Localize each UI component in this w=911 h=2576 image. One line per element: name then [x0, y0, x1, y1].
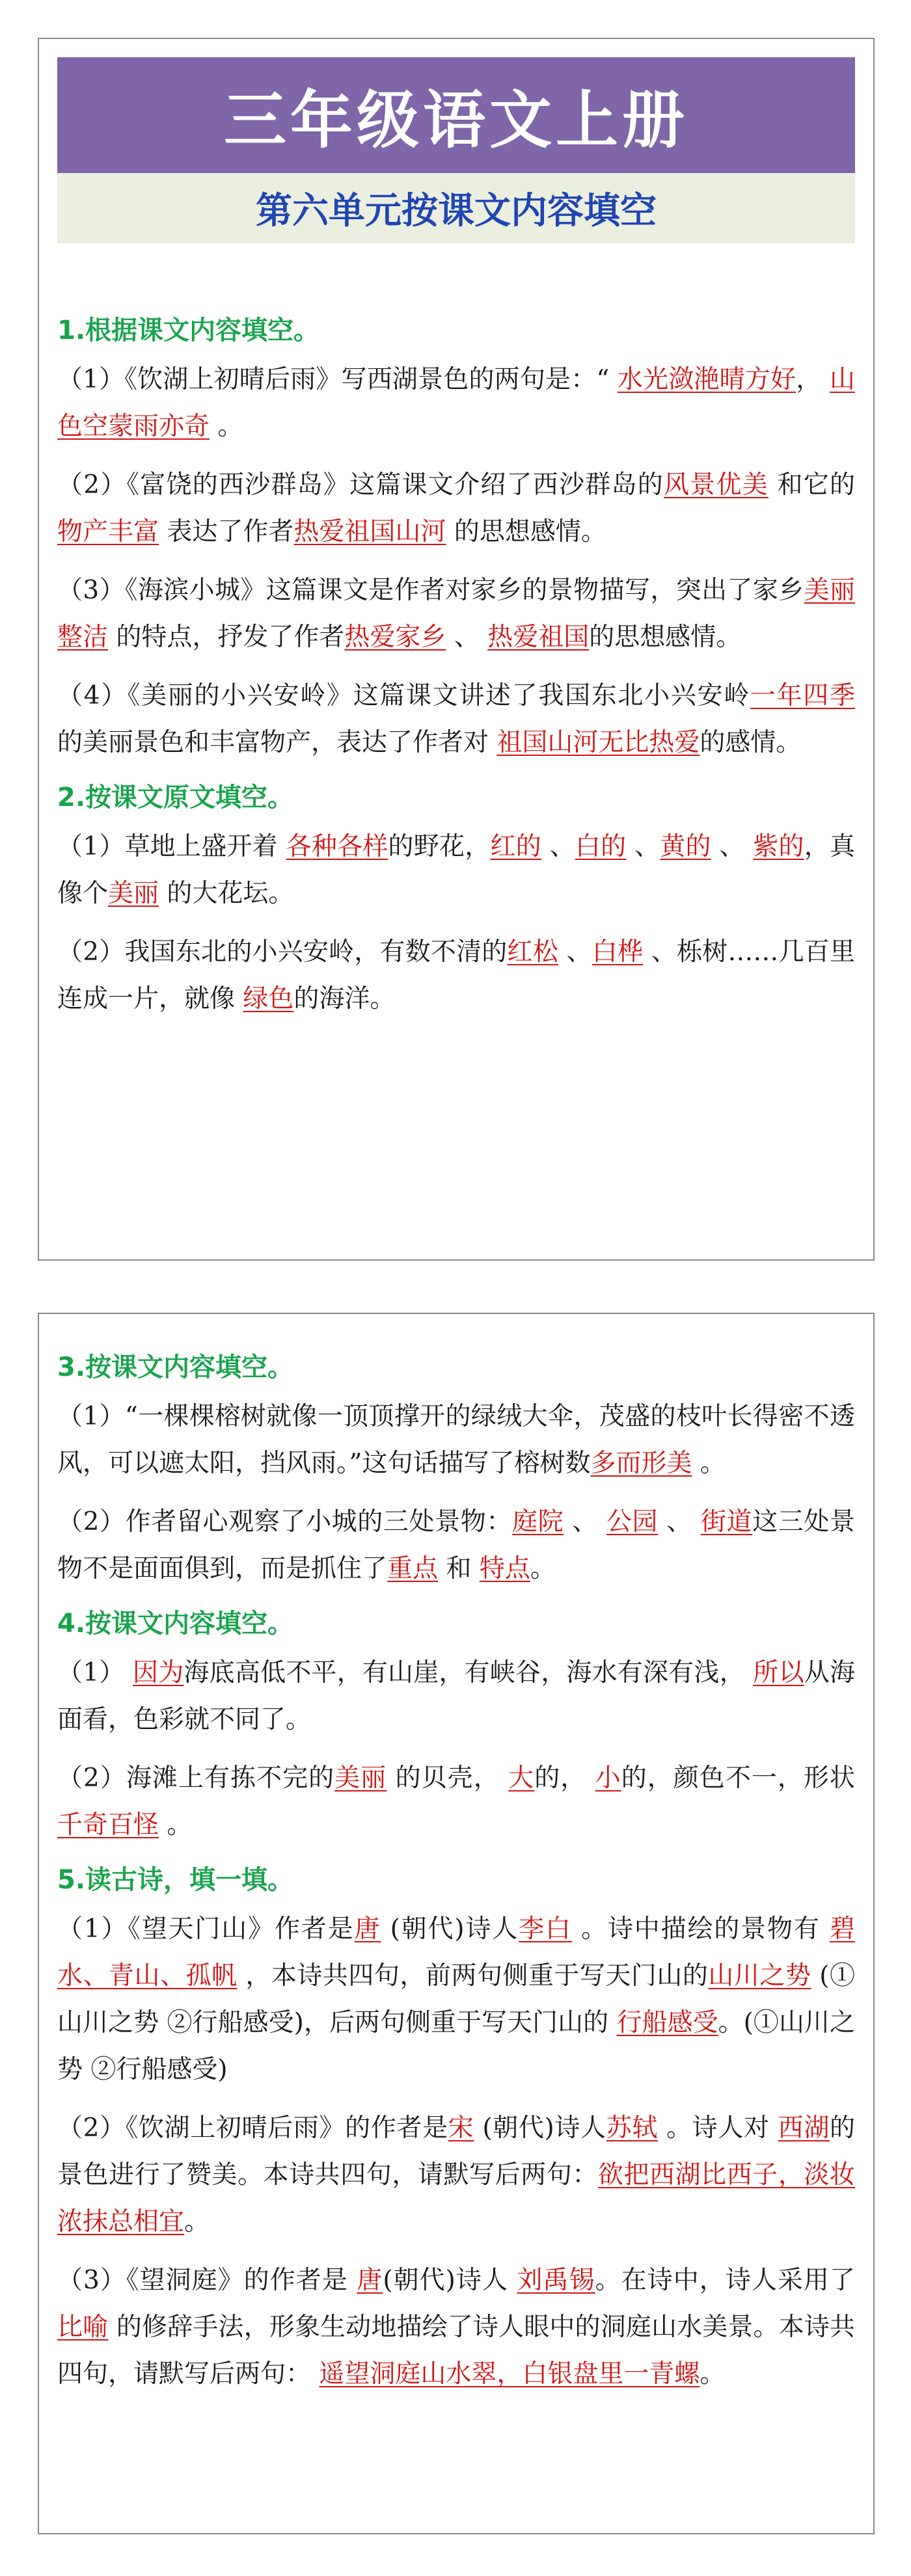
content-area-2 — [57, 1336, 855, 2409]
section-heading: 1.根据课文内容填空。 — [57, 315, 320, 345]
answer-fill: 街道 — [700, 1507, 753, 1536]
question-text: ， — [796, 365, 830, 394]
section-heading: 4.按课文内容填空。 — [57, 1609, 294, 1639]
question-text: 和它的 — [768, 470, 855, 500]
question-item — [57, 1906, 855, 2093]
question-item — [57, 1650, 855, 1743]
question-text: （2）作者留心观察了小城的三处景物： — [57, 1507, 513, 1536]
question-text: (朝代)诗人 — [474, 2113, 606, 2143]
question-item — [57, 1393, 855, 1487]
question-item — [57, 462, 855, 556]
question-text: 、 — [626, 832, 660, 861]
answer-fill: 红的 — [490, 832, 541, 861]
question-text: （4）《美丽的小兴安岭》这篇课文讲述了我国东北小兴安岭 — [57, 681, 750, 710]
answer-fill: 所以 — [753, 1658, 804, 1687]
answer-fill: 山川之势 — [708, 1961, 811, 1991]
answer-fill: 千奇百怪 — [57, 1810, 159, 1840]
answer-fill: 美丽 — [334, 1764, 387, 1793]
question-text: 的思想感情。 — [446, 517, 606, 546]
question-text: 。诗人对 — [657, 2113, 778, 2143]
answer-fill: 苏轼 — [606, 2113, 658, 2143]
question-text: 的大花坛。 — [159, 879, 294, 908]
answer-fill: 公园 — [606, 1507, 659, 1536]
question-item — [57, 2105, 855, 2246]
question-text: 。(①山川之势 ②行船感受) — [57, 2008, 855, 2084]
answer-fill: 各种各样 — [286, 832, 388, 861]
answer-fill: 红松 — [507, 937, 558, 967]
question-text: 的海洋。 — [293, 984, 396, 1013]
question-text: 、 — [541, 832, 575, 861]
answer-fill: 小 — [595, 1764, 621, 1793]
page-subtitle: 第六单元按课文内容填空 — [256, 189, 657, 232]
question-text: 表达了作者 — [159, 517, 294, 546]
title-banner — [57, 57, 855, 173]
section-heading: 3.按课文内容填空。 — [57, 1352, 294, 1382]
question-text: （2）《富饶的西沙群岛》这篇课文介绍了西沙群岛的 — [57, 470, 664, 500]
answer-fill: 紫的 — [753, 832, 804, 861]
answer-fill: 大 — [508, 1764, 535, 1793]
question-text: （1）草地上盛开着 — [57, 832, 286, 861]
answer-fill: 白的 — [575, 832, 627, 861]
answer-fill: 热爱家乡 — [344, 623, 446, 652]
question-text: ，真像个 — [57, 832, 855, 908]
answer-fill: 特点 — [479, 1554, 530, 1583]
question-text: 、 — [564, 1507, 606, 1536]
answer-fill: 庭院 — [512, 1507, 564, 1536]
answer-fill: 遥望洞庭山水翠，白银盘里一青螺 — [319, 2359, 700, 2389]
question-text: （1） — [57, 1658, 133, 1687]
answer-fill: 祖国山河无比热爱 — [496, 728, 700, 757]
question-item — [57, 2257, 855, 2398]
answer-fill: 比喻 — [57, 2313, 109, 2342]
answer-fill: 物产丰富 — [57, 517, 159, 546]
question-text: 、 — [711, 832, 754, 861]
subtitle-banner — [57, 173, 855, 243]
question-text: 、 — [658, 1507, 701, 1536]
question-text: 的思想感情。 — [589, 623, 742, 652]
question-text: 的美丽景色和丰富物产，表达了作者对 — [57, 728, 497, 757]
question-text: 海底高低不平，有山崖，有峡谷，海水有深有浅， — [184, 1658, 754, 1687]
question-text: 这三处景物不是面面俱到，而是抓住了 — [57, 1507, 855, 1583]
question-item — [57, 567, 855, 661]
answer-fill: 行船感受 — [616, 2008, 718, 2037]
answer-fill: 绿色 — [243, 984, 294, 1013]
question-text: 的特点，抒发了作者 — [108, 623, 345, 652]
question-item — [57, 929, 855, 1023]
answer-fill: 李白 — [519, 1914, 572, 1944]
question-item — [57, 1755, 855, 1849]
page-title: 三年级语文上册 — [224, 83, 688, 157]
question-text: （3）《望洞庭》的作者是 — [57, 2266, 357, 2295]
answer-fill: 碧水、青山、孤帆 — [57, 1914, 855, 1991]
question-text: 从海面看，色彩就不同了。 — [57, 1658, 855, 1734]
question-text: 。诗中描绘的景物有 — [571, 1914, 830, 1944]
answer-fill: 热爱祖国山河 — [293, 517, 446, 546]
question-text: （3）《海滨小城》这篇课文是作者对家乡的景物描写，突出了家乡 — [57, 576, 804, 605]
question-text: 的野花， — [388, 832, 491, 861]
answer-fill: 西湖 — [778, 2113, 830, 2143]
question-text: ，本诗共四句，前两句侧重于写天门山的 — [237, 1961, 709, 1991]
question-text: 。 — [692, 1449, 726, 1478]
answer-fill: 山色空蒙雨亦奇 — [57, 365, 855, 441]
answer-fill: 唐 — [357, 2266, 383, 2295]
answer-fill: 多而形美 — [590, 1449, 692, 1478]
question-text: 的景色进行了赞美。本诗共四句，请默写后两句： — [57, 2113, 855, 2190]
question-text: （1）《望天门山》作者是 — [57, 1914, 355, 1944]
question-item — [57, 1499, 855, 1592]
answer-fill: 重点 — [387, 1554, 439, 1583]
answer-fill: 欲把西湖比西子，淡妆浓抹总相宜 — [57, 2160, 855, 2236]
question-text: 、栎树……几百里连成一片，就像 — [57, 937, 855, 1013]
section-heading: 2.按课文原文填空。 — [57, 783, 294, 812]
question-text: 。 — [184, 2207, 210, 2236]
question-text: （1）《饮湖上初晴后雨》写西湖景色的两句是：“ — [57, 365, 618, 394]
question-text: 的修辞手法，形象生动地描绘了诗人眼中的洞庭山水美景。本诗共四句，请默写后两句： — [57, 2313, 855, 2389]
answer-fill: 因为 — [133, 1658, 184, 1687]
question-text: 。 — [530, 1554, 556, 1583]
answer-fill: 风景优美 — [663, 470, 768, 500]
question-item — [57, 824, 855, 917]
section-heading: 5.读古诗，填一填。 — [57, 1865, 294, 1895]
answer-fill: 唐 — [354, 1914, 381, 1944]
answer-fill: 宋 — [448, 2113, 474, 2143]
question-item — [57, 673, 855, 766]
question-text: （2）海滩上有拣不完的 — [57, 1764, 335, 1793]
question-text: 。 — [159, 1810, 193, 1840]
question-text: (①山川之势 ②行船感受)，后两句侧重于写天门山的 — [57, 1961, 855, 2037]
question-text: 的， — [534, 1764, 595, 1793]
question-text: (朝代)诗人 — [383, 2266, 517, 2295]
question-text: 。 — [700, 2359, 726, 2389]
question-text: 的，颜色不一，形状 — [621, 1764, 855, 1793]
worksheet-page-2 — [38, 1313, 875, 2534]
answer-fill: 白桦 — [591, 937, 644, 967]
question-text: （2）我国东北的小兴安岭，有数不清的 — [57, 937, 508, 967]
question-text: （2）《饮湖上初晴后雨》的作者是 — [57, 2113, 448, 2143]
question-text: 的贝壳， — [387, 1764, 509, 1793]
answer-fill: 水光潋滟晴方好 — [617, 365, 796, 394]
question-text: 。 — [210, 412, 243, 441]
answer-fill: 刘禹锡 — [517, 2266, 595, 2295]
worksheet-page-1 — [38, 38, 875, 1261]
answer-fill: 黄的 — [660, 832, 711, 861]
question-text: 、 — [558, 937, 592, 967]
question-text: (朝代)诗人 — [381, 1914, 519, 1944]
question-text: 的感情。 — [700, 728, 802, 757]
question-text: 。在诗中，诗人采用了 — [595, 2266, 855, 2295]
question-item — [57, 356, 855, 450]
question-text: 、 — [446, 623, 488, 652]
answer-fill: 美丽整洁 — [57, 576, 855, 652]
answer-fill: 热爱祖国 — [487, 623, 590, 652]
question-text: 和 — [438, 1554, 480, 1583]
content-area-1 — [57, 299, 855, 1034]
answer-fill: 美丽 — [108, 879, 159, 908]
answer-fill: 一年四季 — [750, 681, 855, 710]
question-text: （1）“一棵棵榕树就像一顶顶撑开的绿绒大伞，茂盛的枝叶长得密不透风，可以遮太阳，挡风雨。”这句话描写了榕树数 — [57, 1402, 855, 1478]
